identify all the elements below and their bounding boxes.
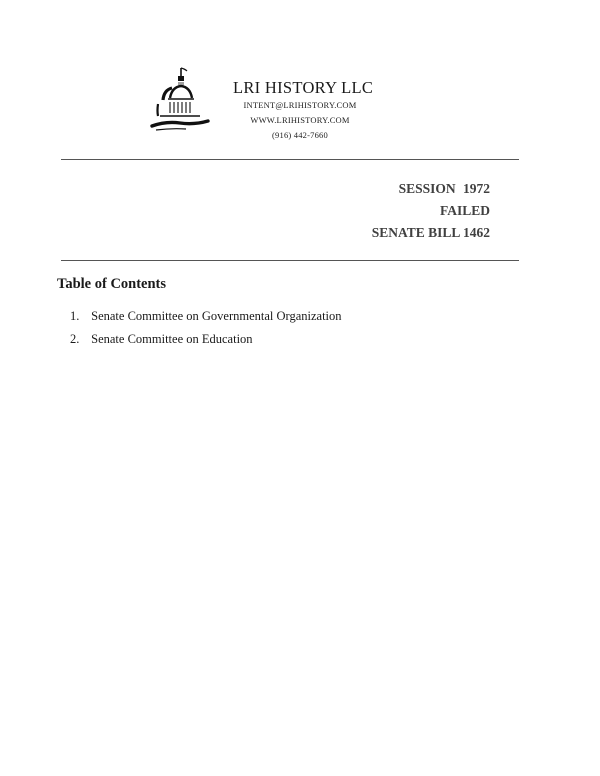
capitol-dome-icon (146, 66, 212, 138)
toc-item-number: 1. (70, 309, 80, 323)
bill-number: SENATE BILL 1462 (371, 225, 490, 240)
session-label: SESSION 1972 (398, 181, 490, 196)
org-name: LRI HISTORY LLC (233, 78, 374, 97)
toc-item-number: 2. (70, 332, 80, 346)
toc-item-label: Senate Committee on Education (91, 332, 253, 346)
toc-item[interactable] (70, 332, 253, 347)
bill-status: FAILED (439, 203, 490, 218)
contact-website: WWW.LRIHISTORY.COM (250, 115, 350, 125)
toc-item[interactable] (70, 309, 342, 324)
contact-phone: (916) 442-7660 (272, 130, 328, 140)
toc-title: Table of Contents (57, 276, 167, 292)
header-divider (61, 159, 519, 160)
logo (146, 66, 212, 138)
toc-item-label: Senate Committee on Governmental Organization (91, 309, 342, 323)
section-divider (61, 260, 519, 261)
contact-email: INTENT@LRIHISTORY.COM (243, 100, 357, 110)
